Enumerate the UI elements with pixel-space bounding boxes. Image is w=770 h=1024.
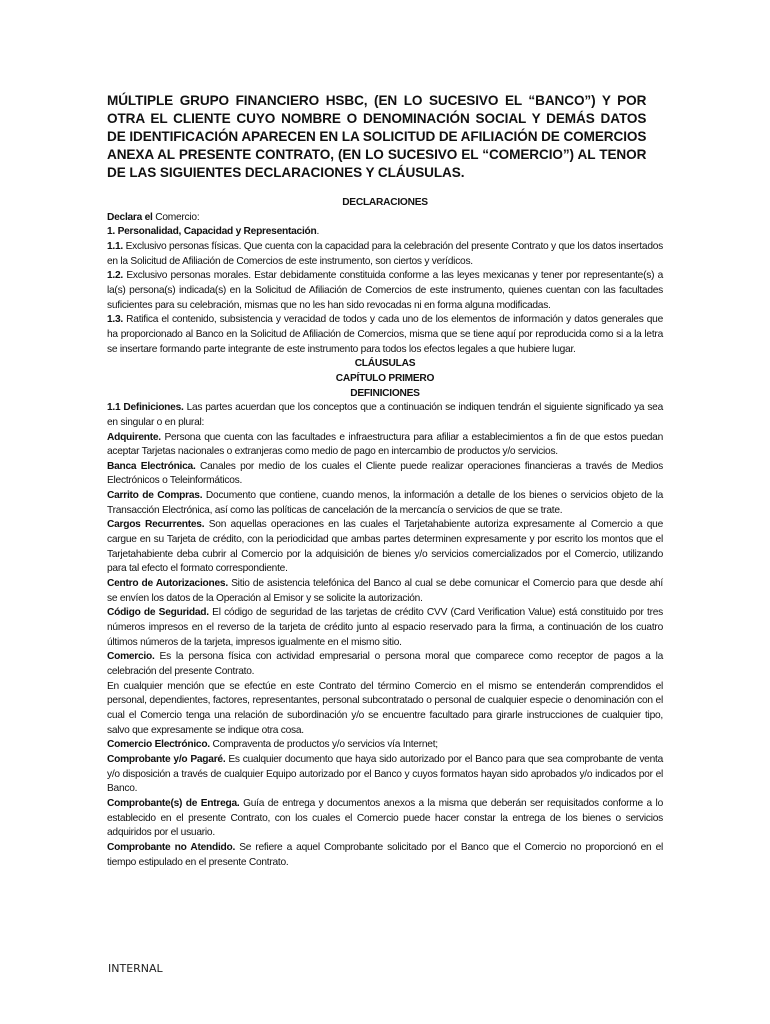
definitions-intro-term: 1.1 Definiciones. (107, 402, 184, 414)
definition-item (107, 841, 663, 870)
definition-text: Documento que contiene, cuando menos, la información a detalle de los bienes o servicios objeto de la Transacción Electrónica, así como las políticas de cancelación de la mercancía o servicios de que se trate. (107, 490, 663, 516)
definition-text: Canales por medio de los cuales el Cliente puede realizar operaciones financieras a través de Medios Electrónicos o Teleinformáticos. (107, 460, 663, 487)
definition-item (107, 460, 663, 489)
definition-item (107, 738, 663, 753)
definition-text: Se refiere a aquel Comprobante solicitado por el Banco que el Comercio no proporcionó en el tiempo estipulado en el presente Contrato. (107, 841, 663, 868)
clausulas-title: CLÁUSULAS (354, 358, 416, 370)
definition-term: Carrito de Compras. (107, 490, 203, 502)
definition-term: Cargos Recurrentes. (107, 519, 205, 531)
definition-text: Es la persona física con actividad empresarial o persona moral que comparece como receptor de pagos a la celebración del presente Contrato. (107, 651, 663, 677)
declaration-item (107, 269, 663, 313)
definition-text: Compraventa de productos y/o servicios vía Internet; (209, 739, 438, 751)
declaration-num: 1.3. (107, 314, 123, 326)
definition-item (107, 606, 663, 650)
definition-item (107, 680, 663, 739)
definition-text: En cualquier mención que se efectúe en este Contrato del término Comercio en el mismo se entenderán comprendidos el personal, dependientes, factores, representantes, personal subcontratado o personal de cualquier especie o denominación con el cual el Comercio tenga una relación de subordinación y/o se encuentre facultado para girarle instrucciones de cualquier tipo, salvo que expresamente se indique otra cosa. (107, 680, 663, 736)
definition-item (107, 650, 663, 679)
definition-text: Guía de entrega y documentos anexos a la misma que deberán ser requisitados conforme a lo establecido en el presente Contrato, con los cuales el Comercio puede hacer constar la entrega de los bienes o servicios adquiridos por el usuario. (107, 797, 663, 839)
definition-term: Comprobante y/o Pagaré. (107, 753, 226, 765)
definitions-intro-text: Las partes acuerdan que los conceptos que a continuación se indiquen tendrán el siguiente significado ya sea en singular o en plural: (107, 402, 664, 428)
definition-text: Sitio de asistencia telefónica del Banco al cual se debe comunicar el Comercio para que desde ahí se envíen los datos de la Operación al Emisor y se solicite la autorización. (107, 578, 663, 604)
definition-text: Es cualquier documento que haya sido autorizado por el Banco para que sea comprobante de venta y/o disposición a través de cualquier Equipo autorizado por el Banco y cuyos formatos hayan sido aprobados y/o indicados por el Banco. (107, 753, 664, 795)
definition-item (107, 489, 663, 518)
declaration-text: Exclusivo personas morales. Estar debidamente constituida conforme a las leyes mexicanas y tener por representante(s) a la(s) persona(s) indicada(s) en la Solicitud de Afiliación de Comercios de este instrumento, quienes cuentan con las facultades suficientes para su celebración, mismas que no les han sido revocadas ni en forma alguna modificadas. (107, 270, 663, 311)
declaration-text: Ratifica el contenido, subsistencia y veracidad de todos y cada uno de los elementos de información y datos generales que ha proporcionado al Banco en la Solicitud de Afiliación de Comercios, misma que se tiene aquí por reproducida como si a la letra se insertare formando parte integrante de este instrumento para todos los efectos legales a que hubiere lugar. (107, 314, 663, 355)
declaration-num: 1.1. (107, 240, 123, 252)
definition-term: Centro de Autorizaciones. (107, 578, 228, 590)
definition-term: Banca Electrónica. (107, 460, 196, 472)
declaration-text: Exclusivo personas físicas. Que cuenta con la capacidad para la celebración del presente Contrato y que los datos insertados en la Solicitud de Afiliación de Comercios de este instrumento, son ciertos y verídicos. (107, 240, 663, 267)
definition-item (107, 797, 663, 841)
definition-term: Comprobante(s) de Entrega. (107, 797, 240, 809)
definitions-intro (107, 401, 663, 430)
definition-term: Comprobante no Atendido. (107, 841, 236, 853)
contract-body (107, 196, 663, 870)
definition-text: Persona que cuenta con las facultades e infraestructura para afiliar a establecimientos a fin de que estos puedan aceptar Tarjetas nacionales o extranjeras como medio de pago en intercambio de productos y/o servicios. (107, 431, 663, 458)
declara-label: Declara el (107, 211, 153, 223)
declaration-num: 1.2. (107, 270, 123, 282)
declaration-item (107, 240, 663, 269)
declara-line (107, 211, 663, 226)
definition-item (107, 753, 663, 797)
chapter-title: CAPÍTULO PRIMERO (335, 372, 435, 384)
section-1-title (107, 225, 663, 240)
definition-text: El código de seguridad de las tarjetas de crédito CVV (Card Verification Value) está constituido por tres números impresos en el reverso de la tarjeta de crédito junto al espacio reservado para la firma, a continuación de los cuatro últimos números de la tarjeta, impresos igualmente en el mismo sitio. (107, 607, 663, 648)
definition-term: Código de Seguridad. (107, 607, 209, 619)
contract-heading: MÚLTIPLE GRUPO FINANCIERO HSBC, (EN LO SUCESIVO EL “BANCO”) Y POR OTRA EL CLIENTE CUYO NOMBRE O DENOMINACIÓN SOCIAL Y DEMÁS DATOS DE IDENTIFICACIÓN APARECEN EN LA SOLICITUD DE AFILIACIÓN DE COMERCIOS ANEXA AL PRESENTE CONTRATO, (EN LO SUCESIVO EL “COMERCIO”) AL TENOR DE LAS SIGUIENTES DECLARACIONES Y CLÁUSULAS. (107, 92, 647, 180)
definition-term: Adquirente. (107, 431, 161, 443)
declaration-item (107, 313, 663, 357)
definition-item (107, 577, 663, 606)
declara-text: Comercio: (152, 211, 200, 223)
definition-term: Comercio Electrónico. (107, 739, 210, 751)
classification-footer: INTERNAL (108, 962, 163, 975)
definition-item (107, 518, 663, 577)
declaraciones-title: DECLARACIONES (342, 197, 428, 208)
definition-term: Comercio. (107, 651, 155, 663)
definition-item (107, 431, 663, 460)
section-1-label: 1. Personalidad, Capacidad y Representación (107, 226, 317, 238)
definition-text: Son aquellas operaciones en las cuales el Tarjetahabiente autoriza expresamente al Comercio a que cargue en su Tarjeta de crédito, con la periodicidad que ambas partes determinen expresamente y por escrito los montos que el Tarjetahabiente deba cubrir al Comercio por la adquisición de bienes y/o servicios comercializados por el Comercio, utilizando para tal efecto el formato correspondiente. (107, 519, 663, 575)
definiciones-title: DEFINICIONES (350, 387, 420, 399)
section-1-end: . (316, 226, 320, 238)
